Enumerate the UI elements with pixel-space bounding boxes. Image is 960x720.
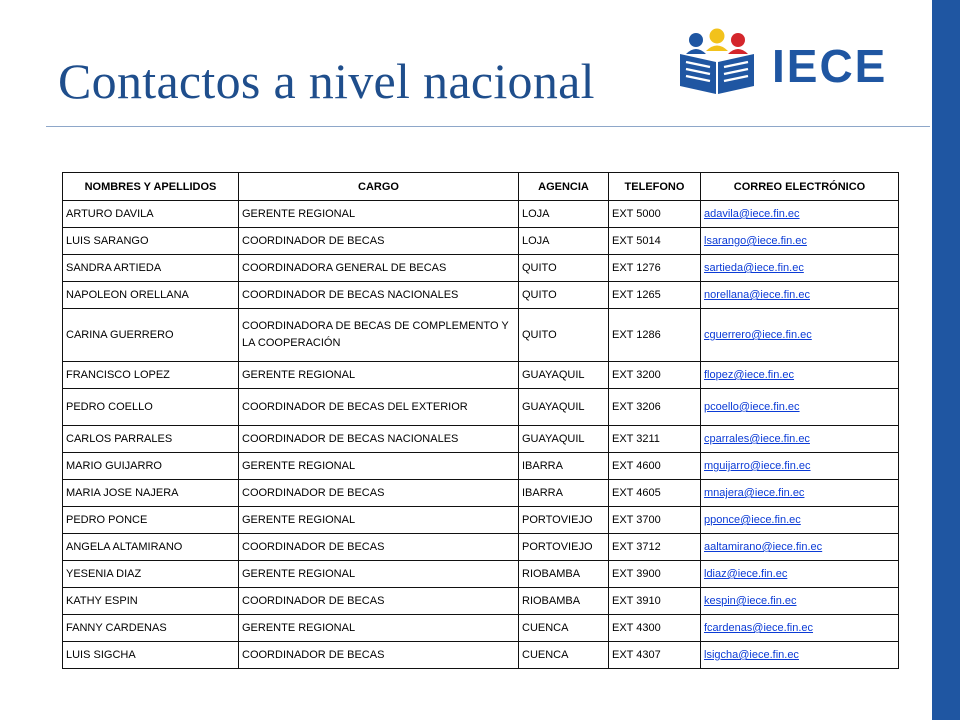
cell-cargo: COORDINADOR DE BECAS NACIONALES	[239, 282, 519, 309]
cell-cargo: COORDINADOR DE BECAS NACIONALES	[239, 426, 519, 453]
cell-agencia: QUITO	[519, 282, 609, 309]
cell-name: PEDRO COELLO	[63, 389, 239, 426]
cell-name: MARIO GUIJARRO	[63, 453, 239, 480]
table-row	[63, 561, 899, 588]
cell-agencia: QUITO	[519, 309, 609, 362]
cell-email	[701, 389, 899, 426]
cell-agencia: CUENCA	[519, 642, 609, 669]
cell-cargo: COORDINADOR DE BECAS	[239, 588, 519, 615]
cell-agencia: IBARRA	[519, 453, 609, 480]
email-link[interactable]: aaltamirano@iece.fin.ec	[704, 541, 823, 553]
email-link[interactable]: flopez@iece.fin.ec	[704, 369, 795, 381]
cell-telefono: EXT 3211	[609, 426, 701, 453]
cell-name: NAPOLEON ORELLANA	[63, 282, 239, 309]
table-row	[63, 362, 899, 389]
iece-logo	[676, 28, 902, 100]
logo-head-yellow-icon	[710, 29, 725, 44]
cell-email	[701, 362, 899, 389]
cell-email	[701, 453, 899, 480]
table-row	[63, 534, 899, 561]
cell-email	[701, 534, 899, 561]
contacts-table	[62, 172, 899, 669]
cell-telefono: EXT 5014	[609, 228, 701, 255]
cell-cargo: COORDINADORA GENERAL DE BECAS	[239, 255, 519, 282]
cell-telefono: EXT 1286	[609, 309, 701, 362]
logo-head-blue-icon	[689, 33, 703, 47]
email-link[interactable]: fcardenas@iece.fin.ec	[704, 622, 814, 634]
cell-telefono: EXT 3910	[609, 588, 701, 615]
table-row	[63, 309, 899, 362]
table-row	[63, 453, 899, 480]
cell-cargo: COORDINADOR DE BECAS DEL EXTERIOR	[239, 389, 519, 426]
cell-name: LUIS SIGCHA	[63, 642, 239, 669]
cell-cargo: COORDINADOR DE BECAS	[239, 534, 519, 561]
table-row	[63, 642, 899, 669]
cell-agencia: GUAYAQUIL	[519, 426, 609, 453]
cell-agencia: IBARRA	[519, 480, 609, 507]
email-link[interactable]: pponce@iece.fin.ec	[704, 514, 801, 526]
email-link[interactable]: mguijarro@iece.fin.ec	[704, 460, 811, 472]
header-nombres: NOMBRES Y APELLIDOS	[63, 173, 239, 201]
logo-book-icon	[680, 54, 716, 94]
cell-email	[701, 642, 899, 669]
cell-name: ARTURO DAVILA	[63, 201, 239, 228]
table-row	[63, 389, 899, 426]
cell-agencia: LOJA	[519, 228, 609, 255]
title-divider	[46, 126, 930, 127]
cell-email	[701, 561, 899, 588]
cell-name: FRANCISCO LOPEZ	[63, 362, 239, 389]
table-row	[63, 588, 899, 615]
iece-logo-graphic	[676, 28, 902, 100]
header-correo: CORREO ELECTRÓNICO	[701, 173, 899, 201]
cell-telefono: EXT 4605	[609, 480, 701, 507]
cell-cargo: COORDINADOR DE BECAS	[239, 228, 519, 255]
table-row	[63, 201, 899, 228]
cell-telefono: EXT 1276	[609, 255, 701, 282]
email-link[interactable]: ldiaz@iece.fin.ec	[704, 568, 788, 580]
cell-cargo: COORDINADOR DE BECAS	[239, 480, 519, 507]
cell-cargo: GERENTE REGIONAL	[239, 615, 519, 642]
cell-telefono: EXT 3700	[609, 507, 701, 534]
cell-agencia: QUITO	[519, 255, 609, 282]
cell-email	[701, 480, 899, 507]
cell-name: CARINA GUERRERO	[63, 309, 239, 362]
cell-agencia: RIOBAMBA	[519, 588, 609, 615]
cell-telefono: EXT 4300	[609, 615, 701, 642]
cell-agencia: PORTOVIEJO	[519, 534, 609, 561]
cell-agencia: GUAYAQUIL	[519, 362, 609, 389]
table-row	[63, 615, 899, 642]
cell-cargo: GERENTE REGIONAL	[239, 453, 519, 480]
cell-cargo: COORDINADOR DE BECAS	[239, 642, 519, 669]
cell-email	[701, 282, 899, 309]
cell-cargo: GERENTE REGIONAL	[239, 561, 519, 588]
cell-name: SANDRA ARTIEDA	[63, 255, 239, 282]
cell-name: LUIS SARANGO	[63, 228, 239, 255]
email-link[interactable]: lsigcha@iece.fin.ec	[704, 649, 799, 661]
email-link[interactable]: norellana@iece.fin.ec	[704, 289, 810, 301]
table-row	[63, 480, 899, 507]
logo-wordmark: IECE	[772, 40, 888, 92]
cell-name: KATHY ESPIN	[63, 588, 239, 615]
header-cargo: CARGO	[239, 173, 519, 201]
cell-name: ANGELA ALTAMIRANO	[63, 534, 239, 561]
cell-email	[701, 426, 899, 453]
email-link[interactable]: adavila@iece.fin.ec	[704, 208, 800, 220]
cell-telefono: EXT 4307	[609, 642, 701, 669]
cell-telefono: EXT 3900	[609, 561, 701, 588]
cell-cargo: COORDINADORA DE BECAS DE COMPLEMENTO Y LA COOPERACIÓN	[239, 309, 519, 362]
logo-head-red-icon	[731, 33, 745, 47]
cell-name: CARLOS PARRALES	[63, 426, 239, 453]
cell-email	[701, 615, 899, 642]
cell-telefono: EXT 1265	[609, 282, 701, 309]
cell-name: FANNY CARDENAS	[63, 615, 239, 642]
cell-cargo: GERENTE REGIONAL	[239, 362, 519, 389]
table-row	[63, 507, 899, 534]
cell-agencia: LOJA	[519, 201, 609, 228]
cell-email	[701, 309, 899, 362]
cell-email	[701, 201, 899, 228]
cell-agencia: PORTOVIEJO	[519, 507, 609, 534]
cell-telefono: EXT 3712	[609, 534, 701, 561]
cell-agencia: CUENCA	[519, 615, 609, 642]
cell-email	[701, 588, 899, 615]
cell-name: MARIA JOSE NAJERA	[63, 480, 239, 507]
right-accent-bar	[932, 0, 960, 720]
email-link[interactable]: kespin@iece.fin.ec	[704, 595, 797, 607]
email-link[interactable]: cparrales@iece.fin.ec	[704, 433, 810, 445]
table-row	[63, 426, 899, 453]
cell-name: YESENIA DIAZ	[63, 561, 239, 588]
cell-telefono: EXT 4600	[609, 453, 701, 480]
cell-agencia: RIOBAMBA	[519, 561, 609, 588]
cell-telefono: EXT 3206	[609, 389, 701, 426]
table-row	[63, 228, 899, 255]
email-link[interactable]: mnajera@iece.fin.ec	[704, 487, 805, 499]
header-telefono: TELEFONO	[609, 173, 701, 201]
email-link[interactable]: cguerrero@iece.fin.ec	[704, 329, 812, 341]
table-header-row	[63, 173, 899, 201]
cell-email	[701, 228, 899, 255]
table-row	[63, 282, 899, 309]
cell-email	[701, 255, 899, 282]
header-agencia: AGENCIA	[519, 173, 609, 201]
page-title: Contactos a nivel nacional	[58, 53, 595, 109]
table-row	[63, 255, 899, 282]
email-link[interactable]: pcoello@iece.fin.ec	[704, 401, 800, 413]
cell-cargo: GERENTE REGIONAL	[239, 507, 519, 534]
cell-telefono: EXT 3200	[609, 362, 701, 389]
email-link[interactable]: sartieda@iece.fin.ec	[704, 262, 804, 274]
cell-email	[701, 507, 899, 534]
email-link[interactable]: lsarango@iece.fin.ec	[704, 235, 807, 247]
cell-cargo: GERENTE REGIONAL	[239, 201, 519, 228]
cell-agencia: GUAYAQUIL	[519, 389, 609, 426]
cell-name: PEDRO PONCE	[63, 507, 239, 534]
cell-telefono: EXT 5000	[609, 201, 701, 228]
